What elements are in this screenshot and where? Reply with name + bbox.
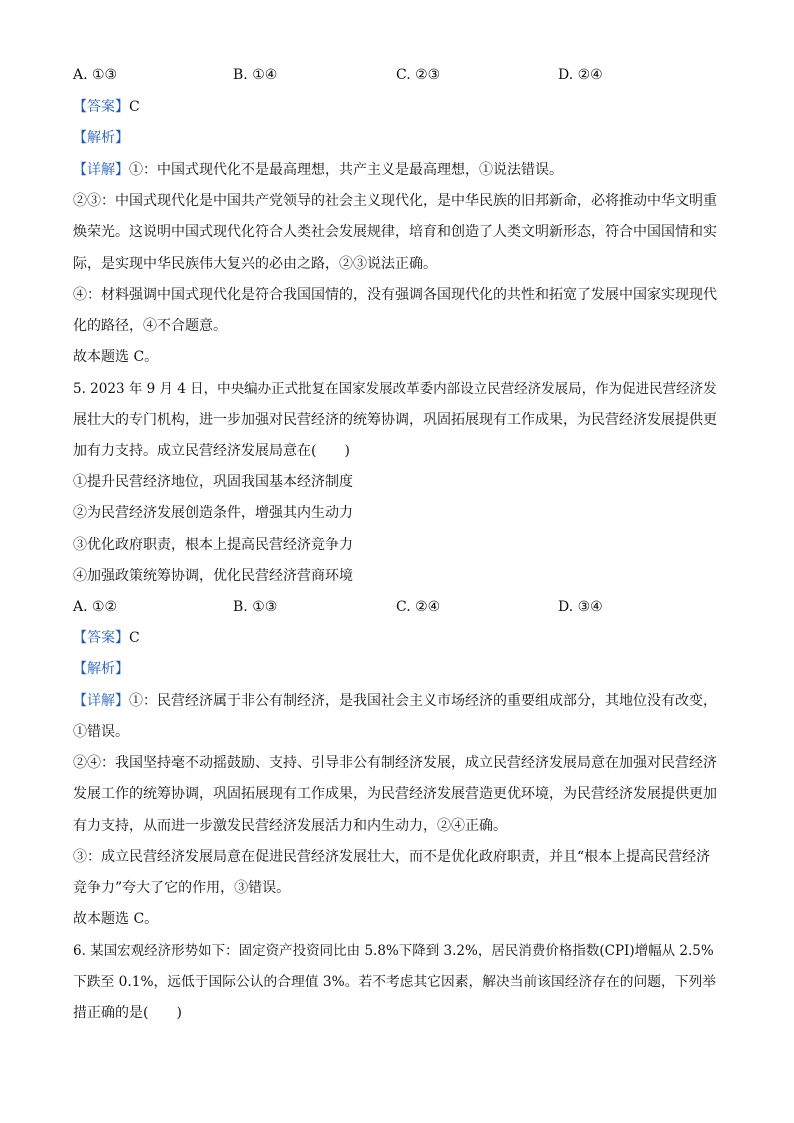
answer-tag: 【答案】	[73, 630, 129, 646]
q5-item: ④加强政策统筹协调，优化民营经济营商环境	[73, 568, 353, 584]
q4-detail-line: ④：材料强调中国式现代化是符合我国国情的，没有强调各国现代化的共性和拓宽了发展中国家实现现代	[73, 287, 717, 303]
q4-detail-line: 焕荣光。这说明中国式现代化符合人类社会发展规律，培育和创造了人类文明新形态，符合中国国情和实	[73, 224, 717, 240]
q5-options	[73, 597, 723, 617]
q4-options	[73, 65, 723, 85]
q5-detail-line: 发展工作的统筹协调，巩固拓展现有工作成果，为民营经济发展营造更优环境，为民营经济发展提供更加	[73, 786, 717, 802]
analysis-tag: 【解析】	[73, 130, 129, 146]
answer-value: C	[129, 630, 140, 646]
q4-detail-line	[73, 160, 723, 180]
q5-detail-line: ③：成立民营经济发展局意在促进民营经济发展壮大，而不是优化政府职责，并且“根本上提高民营经济	[73, 849, 711, 865]
q4-option-a: A. ①③	[73, 67, 118, 83]
q4-option-d: D. ②④	[558, 67, 603, 83]
q5-item: ②为民营经济发展创造条件，增强其内生动力	[73, 505, 353, 521]
answer-tag: 【答案】	[73, 99, 129, 115]
detail-tag: 【详解】	[73, 162, 129, 178]
q5-option-a: A. ①②	[73, 599, 118, 615]
q5-stem-line: 展壮大的专门机构，进一步加强对民营经济的统筹协调，巩固拓展现有工作成果，为民营经济发展提供更	[73, 412, 717, 428]
q5-option-b: B. ①③	[233, 599, 278, 615]
q5-detail-line: 有力支持，从而进一步激发民营经济发展活力和内生动力，②④正确。	[73, 818, 507, 834]
detail-text: ①：中国式现代化不是最高理想，共产主义是最高理想，①说法错误。	[129, 162, 563, 178]
q5-stem-line: 5. 2023 年 9 月 4 日，中央编办正式批复在国家发展改革委内部设立民营经济发展局，作为促进民营经济发	[73, 381, 717, 397]
q6-stem-line: 措正确的是( )	[73, 1005, 182, 1021]
q5-detail-line: ①错误。	[73, 724, 129, 740]
q5-detail-line	[73, 691, 723, 711]
q6-stem-line: 6. 某国宏观经济形势如下：固定资产投资同比由 5.8%下降到 3.2%，居民消费价格指数(CPI)增幅从 2.5%	[73, 943, 714, 959]
q5-item: ③优化政府职责，根本上提高民营经济竞争力	[73, 537, 353, 553]
q5-analysis-heading	[73, 659, 723, 679]
q4-answer	[73, 97, 723, 117]
q5-option-d: D. ③④	[558, 599, 603, 615]
q4-option-c: C. ②③	[396, 67, 441, 83]
q5-stem-line: 加有力支持。成立民营经济发展局意在( )	[73, 443, 350, 459]
q6-stem-line: 下跌至 0.1%，远低于国际公认的合理值 3%。若不考虑其它因素，解决当前该国经济存在的问题，下列举	[73, 974, 716, 990]
detail-text: ①：民营经济属于非公有制经济，是我国社会主义市场经济的重要组成部分，其地位没有改变，	[129, 693, 717, 709]
q4-option-b: B. ①④	[233, 67, 278, 83]
q4-analysis-heading	[73, 128, 723, 148]
analysis-tag: 【解析】	[73, 661, 129, 677]
q5-detail-line: ②④：我国坚持毫不动摇鼓励、支持、引导非公有制经济发展，成立民营经济发展局意在加强对民营经济	[73, 755, 717, 771]
q4-detail-line: 际，是实现中华民族伟大复兴的必由之路，②③说法正确。	[73, 256, 437, 272]
q5-item: ①提升民营经济地位，巩固我国基本经济制度	[73, 474, 353, 490]
q5-answer	[73, 628, 723, 648]
q4-detail-line: 化的路径，④不合题意。	[73, 318, 227, 334]
q4-detail-line: ②③：中国式现代化是中国共产党领导的社会主义现代化，是中华民族的旧邦新命，必将推动中华文明重	[73, 193, 717, 209]
q4-conclusion: 故本题选 C。	[73, 349, 159, 365]
q5-detail-line: 竞争力”夸大了它的作用，③错误。	[73, 880, 291, 896]
answer-value: C	[129, 99, 140, 115]
q5-conclusion: 故本题选 C。	[73, 911, 159, 927]
q5-option-c: C. ②④	[396, 599, 441, 615]
detail-tag: 【详解】	[73, 693, 129, 709]
